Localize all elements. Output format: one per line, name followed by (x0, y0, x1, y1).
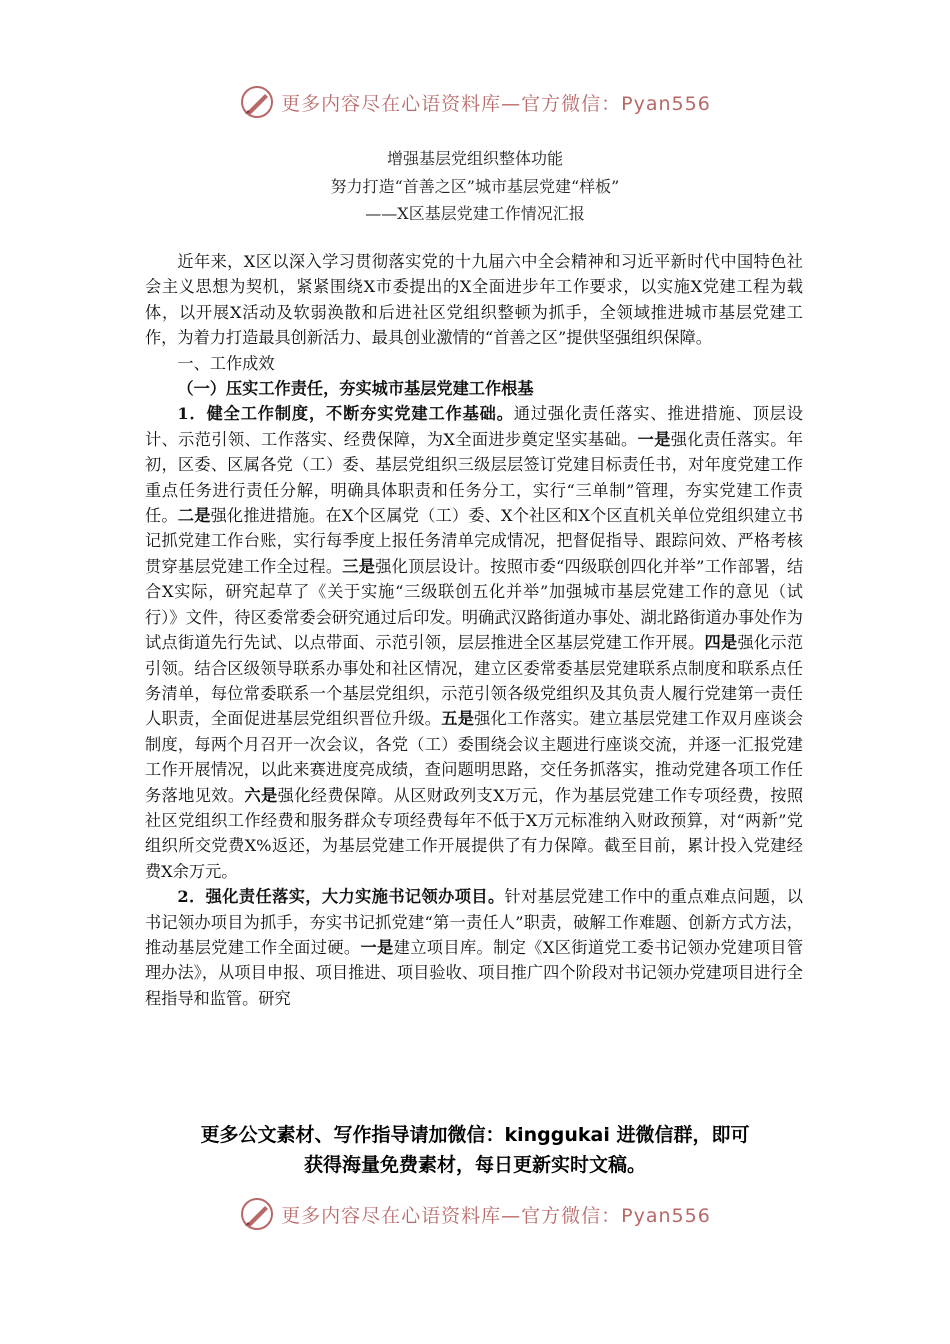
ordinal-marker: 二是 (177, 506, 211, 526)
doc-subtitle: ——X区基层党建工作情况汇报 (365, 204, 585, 223)
paragraph-2-lead: 2．强化责任落实，大力实施书记领办项目。 (177, 887, 505, 907)
text-run: 强化示范引领。结合区级领导联系办事处和社区情况，建立区委常委基层党建联系点制度和联系点任务清单，每位常委联系一个基层党组织，示范引领各级党组织及其负责人履行党建第一责任人职责，全面促进基层党组织晋位升级。 (145, 633, 804, 729)
ordinal-marker: 六是 (244, 785, 278, 805)
ordinal-marker: 三是 (342, 556, 376, 576)
footer-banner (0, 1192, 950, 1236)
doc-title-line1: 增强基层党组织整体功能 (386, 149, 563, 168)
text-run: 强化经费保障。从区财政列支X万元，作为基层党建工作专项经费，按照社区党组织工作经费和服务群众专项经费每年不低于X万元标准纳入财政预算，对“两新”党组织所交党费X%返还，为基层党建工作开展提供了有力保障。截至目前，累计投入党建经费X余万元。 (145, 785, 804, 881)
ordinal-marker: 五是 (441, 709, 475, 729)
promo-line-2: 获得海量免费素材，每日更新实时文稿。 (303, 1154, 646, 1176)
ordinal-marker: 四是 (704, 633, 738, 653)
footer-banner-text: 更多内容尽在心语资料库—官方微信：Pyan556 (281, 1204, 711, 1227)
promo-notice (0, 1120, 950, 1180)
paragraph-2 (145, 884, 803, 1011)
text-run: 强化顶层设计。按照市委“四级联创四化并举”工作部署，结合X实际，研究起草了《关于实施“三级联创五化并举”加强城市基层党建工作的意见（试行）》文件，待区委常委会研究通过后印发。明确武汉路街道办事处、湖北路街道办事处作为试点街道先行先试、以点带面、示范引领，层层推进全区基层党建工作开展。 (145, 556, 804, 653)
subsection-heading-1: （一）压实工作责任，夯实城市基层党建工作根基 (177, 379, 534, 399)
ordinal-marker: 一是 (637, 429, 671, 449)
document-body (145, 249, 803, 1011)
pen-logo-icon (239, 1196, 275, 1232)
text-run: 强化推进措施。在X个区属党（工）委、X个社区和X个区直机关单位党组织建立书记抓党建工作台账，实行每季度上报任务清单完成情况，把督促指导、跟踪问效、严格考核贯穿基层党建工作全过程。 (145, 506, 804, 576)
text-run: 强化责任落实。年初，区委、区属各党（工）委、基层党组织三级层层签订党建目标责任书，对年度党建工作重点任务进行责任分解，明确具体职责和任务分工，实行“三单制”管理，夯实党建工作责任。 (145, 429, 804, 526)
doc-title-line2: 努力打造“首善之区”城市基层党建“样板” (330, 177, 620, 196)
text-run: 通过强化责任落实、推进措施、顶层设计、示范引领、工作落实、经费保障，为X全面进步奠定坚实基础。 (145, 404, 804, 449)
paragraph-1-lead: 1．健全工作制度，不断夯实党建工作基础。 (177, 404, 514, 424)
paragraph-1 (145, 401, 803, 884)
intro-paragraph: 近年来，X区以深入学习贯彻落实党的十九届六中全会精神和习近平新时代中国特色社会主义思想为契机，紧紧围绕X市委提出的X全面进步年工作要求，以实施X党建工程为载体，以开展X活动及软弱涣散和后进社区党组织整顿为抓手，全领域推进城市基层党建工作，为着力打造最具创新活力、最具创业激情的“首善之区”提供坚强组织保障。 (145, 252, 803, 348)
header-banner (0, 80, 950, 124)
pen-logo-icon (239, 84, 275, 120)
text-run: 针对基层党建工作中的重点难点问题，以书记领办项目为抓手，夯实书记抓党建“第一责任人”职责，破解工作难题、创新方式方法，推动基层党建工作全面过硬。 (145, 887, 803, 957)
text-run: 建立项目库。制定《X区街道党工委书记领办党建项目管理办法》，从项目申报、项目推进、项目验收、项目推广四个阶段对书记领办党建项目进行全程指导和监管。研究 (145, 937, 804, 1008)
ordinal-marker: 一是 (360, 937, 394, 957)
header-banner-text: 更多内容尽在心语资料库—官方微信：Pyan556 (281, 92, 711, 115)
section-heading-1: 一、工作成效 (177, 353, 275, 373)
promo-line-1: 更多公文素材、写作指导请加微信：kinggukai 进微信群，即可 (200, 1124, 750, 1146)
text-run: 强化工作落实。建立基层党建工作双月座谈会制度，每两个月召开一次会议，各党（工）委围绕会议主题进行座谈交流，并逐一汇报党建工作开展情况，以此来赛进度亮成绩，查问题明思路，交任务抓落实，推动党建各项工作任务落地见效。 (145, 709, 804, 805)
